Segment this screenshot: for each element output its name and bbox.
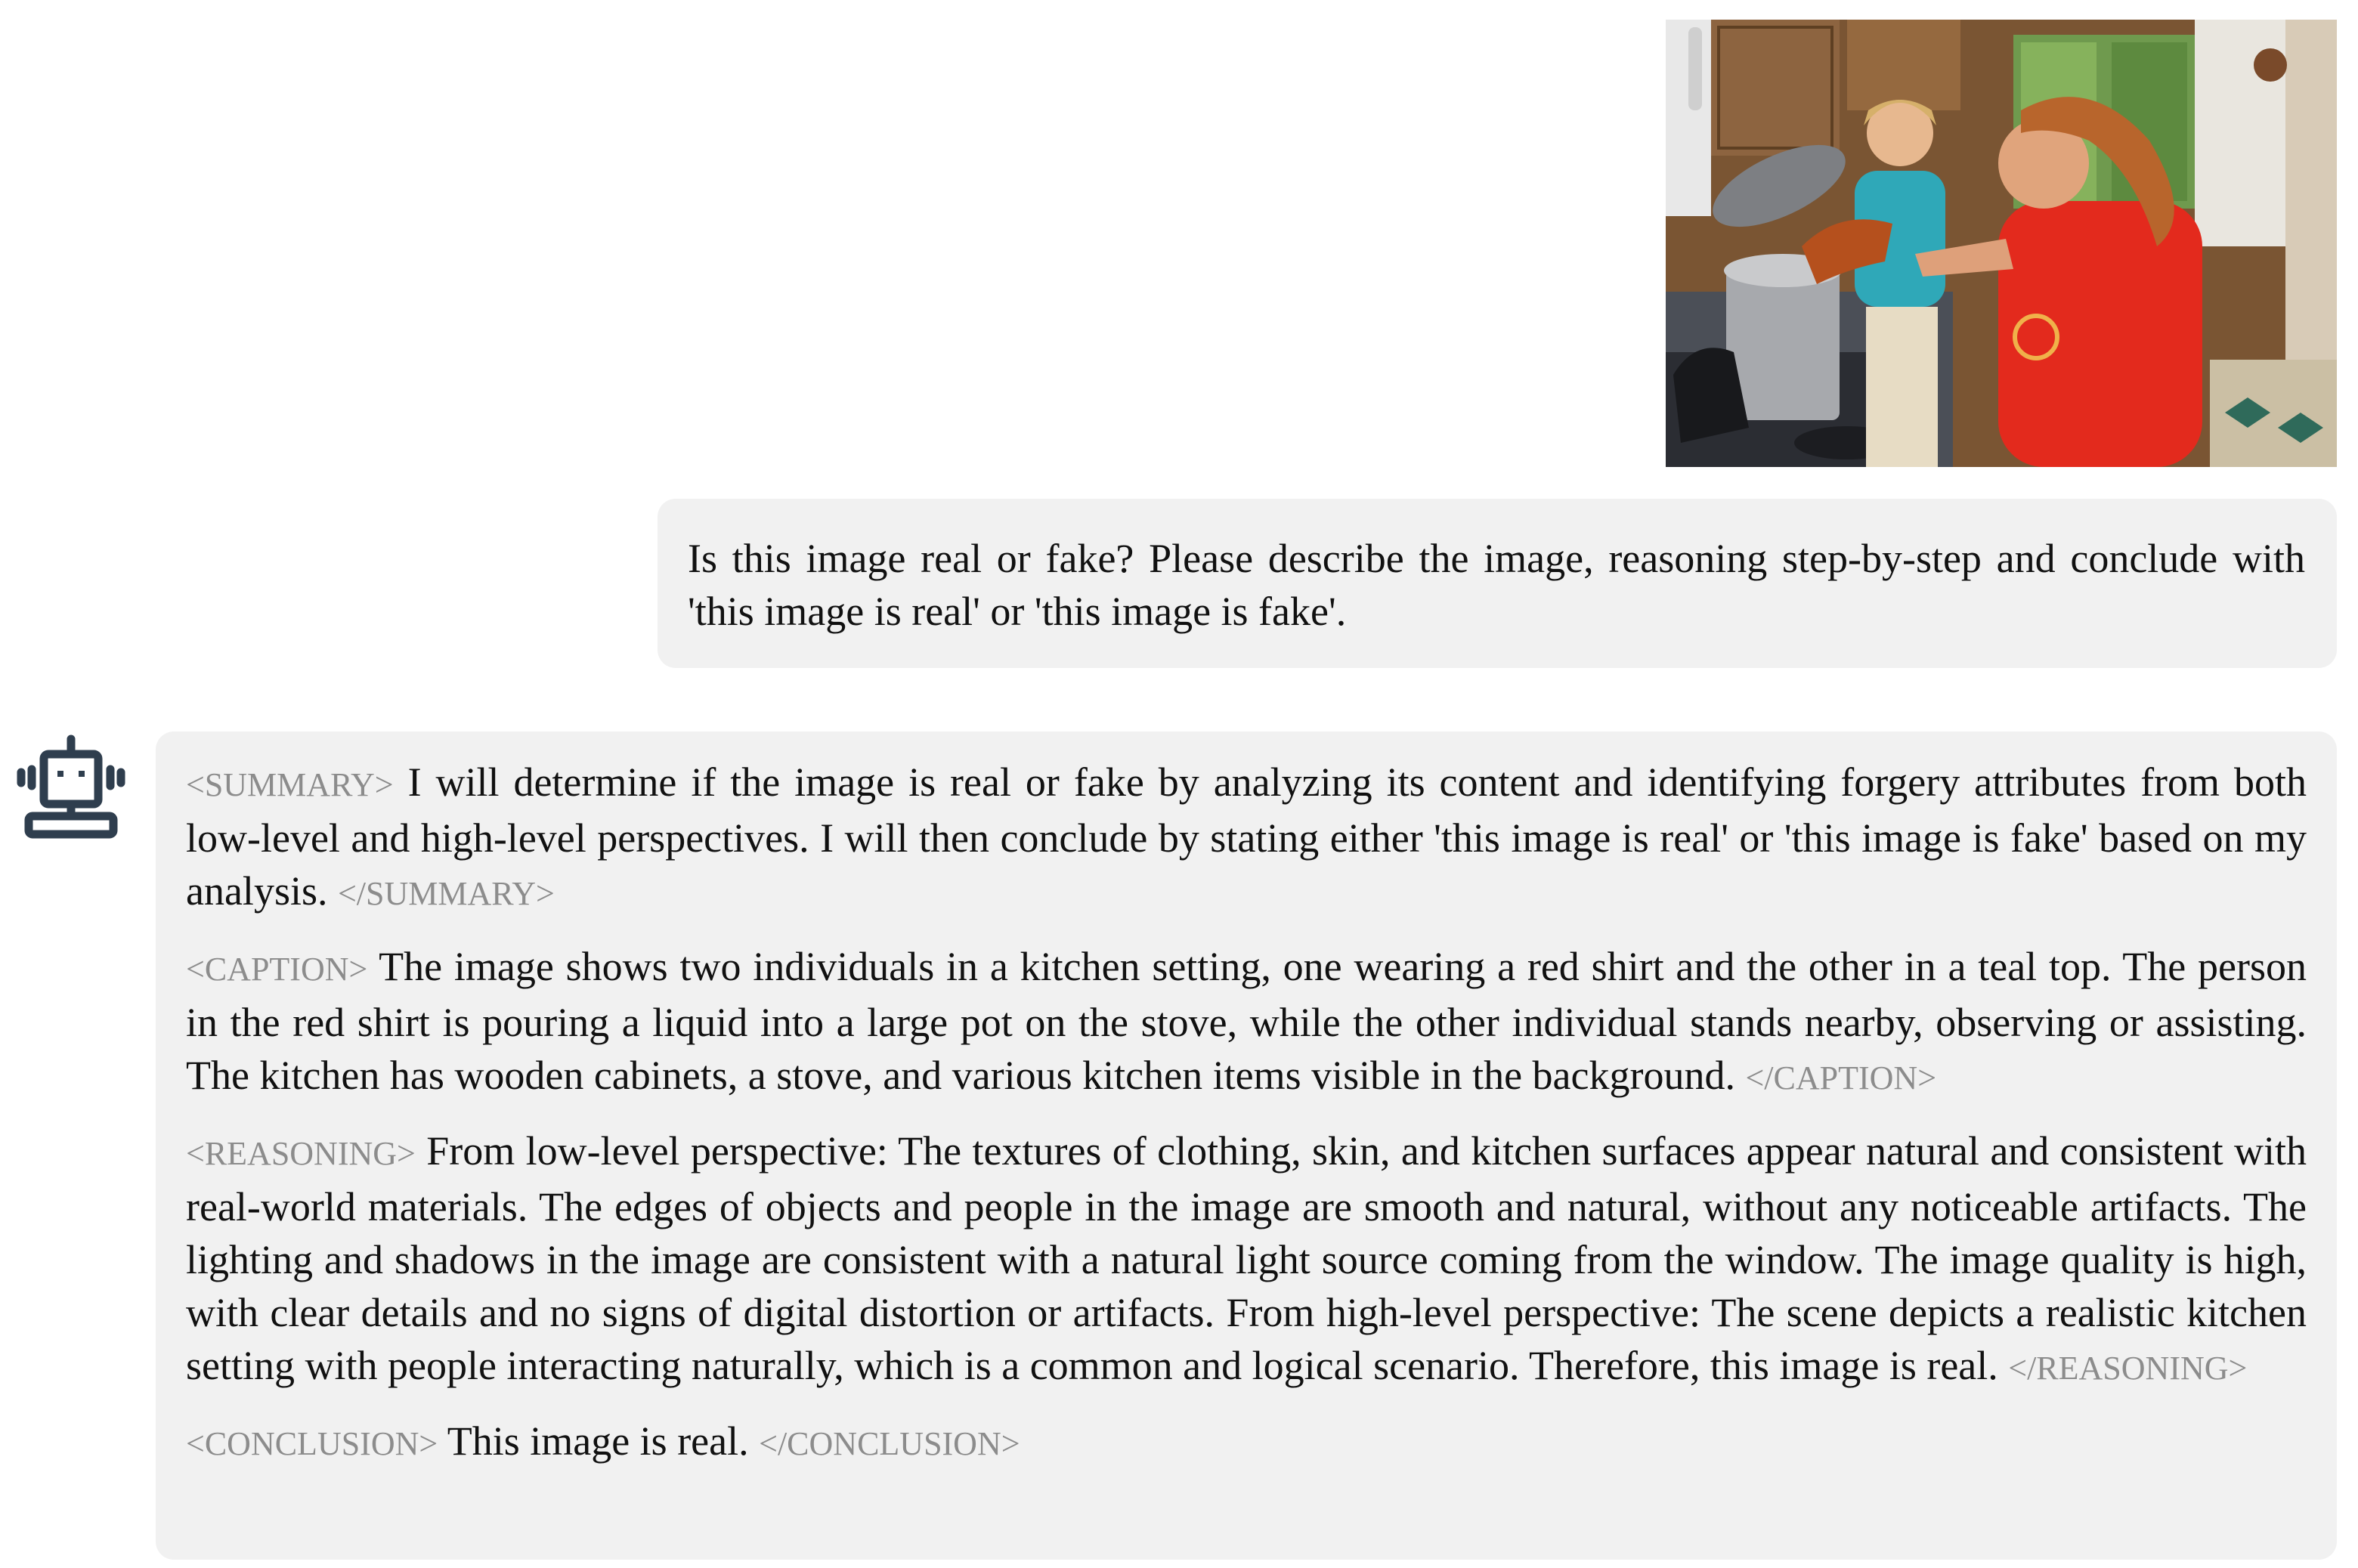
robot-icon: [15, 731, 127, 843]
conclusion-open-tag: <CONCLUSION>: [186, 1425, 438, 1462]
caption-close-tag: </CAPTION>: [1745, 1059, 1937, 1096]
reasoning-section: [186, 1124, 2307, 1395]
reasoning-open-tag: <REASONING>: [186, 1135, 416, 1172]
summary-text: I will determine if the image is real or fake by analyzing its content and identifying forgery attributes from both low-level and high-level perspectives. I will then conclude by stating either 'this image is real' or 'this image is fake' based on my analysis.: [186, 759, 2307, 914]
caption-section: [186, 940, 2307, 1105]
user-message-bubble: [658, 499, 2337, 668]
user-uploaded-photo: [1666, 20, 2337, 467]
summary-close-tag: </SUMMARY>: [337, 875, 555, 912]
assistant-message-bubble: [156, 731, 2337, 1560]
reasoning-close-tag: </REASONING>: [2008, 1350, 2248, 1387]
summary-section: [186, 756, 2307, 920]
caption-open-tag: <CAPTION>: [186, 951, 368, 988]
conclusion-close-tag: </CONCLUSION>: [759, 1425, 1020, 1462]
user-message-text: Is this image real or fake? Please describe the image, reasoning step-by-step and conclude with 'this image is real' or 'this image is fake'.: [688, 536, 2305, 634]
conclusion-text: This image is real.: [447, 1418, 749, 1464]
reasoning-text: From low-level perspective: The textures of clothing, skin, and kitchen surfaces appear natural and consistent with real-world materials. The edges of objects and people in the image are smooth and natural, without any noticeable artifacts. The lighting and shadows in the image are consistent with a natural light source coming from the window. The image quality is high, with clear details and no signs of digital distortion or artifacts. From high-level perspective: The scene depicts a realistic kitchen setting with people interacting naturally, which is a common and logical scenario. Therefore, this image is real.: [186, 1128, 2307, 1388]
caption-text: The image shows two individuals in a kitchen setting, one wearing a red shirt and the other in a teal top. The person in the red shirt is pouring a liquid into a large pot on the stove, while the other individual stands nearby, observing or assisting. The kitchen has wooden cabinets, a stove, and various kitchen items visible in the background.: [186, 944, 2307, 1098]
conclusion-section: [186, 1415, 2307, 1471]
summary-open-tag: <SUMMARY>: [186, 766, 394, 803]
